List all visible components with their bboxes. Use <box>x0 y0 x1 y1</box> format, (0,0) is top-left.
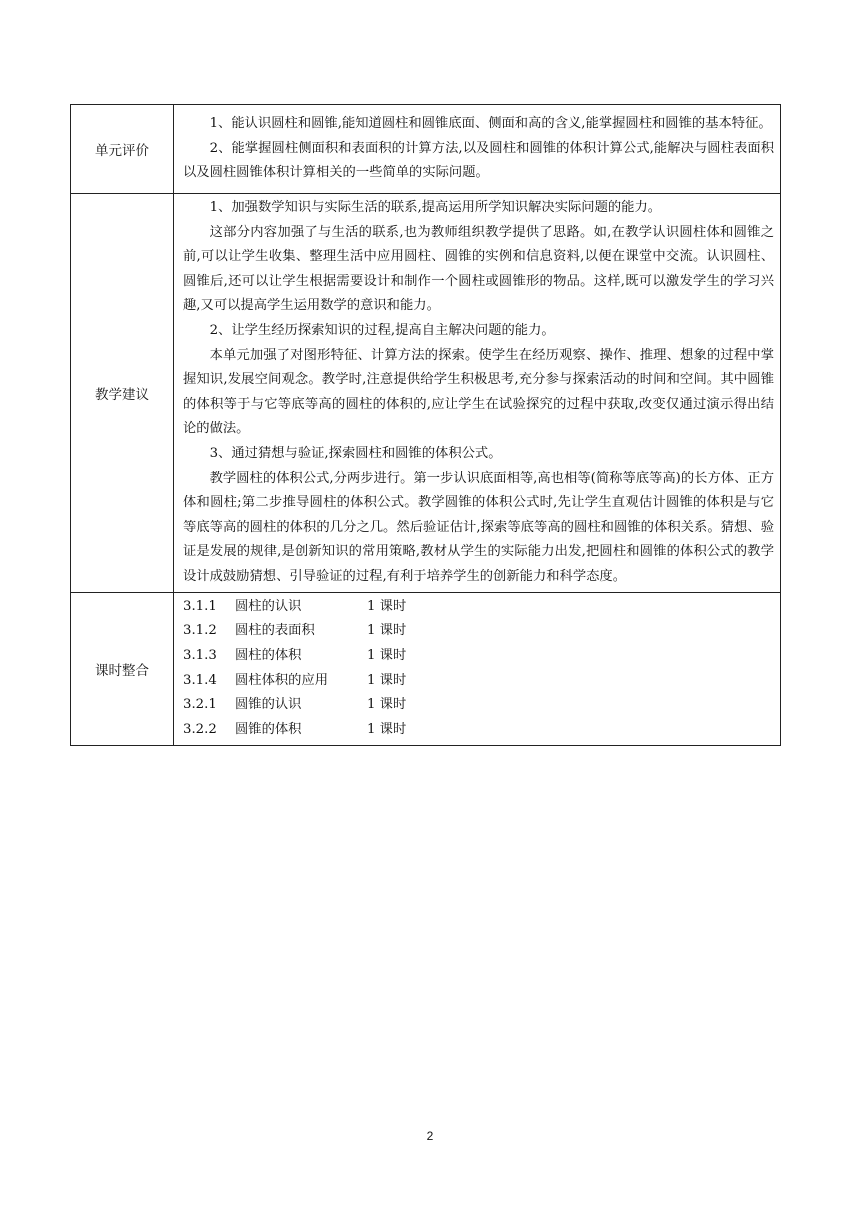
lesson-code: 3.1.4 <box>183 672 217 688</box>
lesson-title: 圆锥的体积 <box>235 721 302 737</box>
page-number: 2 <box>426 1129 434 1143</box>
section-label-teaching-suggestions: 教学建议 <box>71 194 174 593</box>
paragraph: 2、能掌握圆柱侧面积和表面积的计算方法,以及圆柱和圆锥的体积计算公式,能解决与圆柱表面积以及圆柱圆锥体积计算相关的一些简单的实际问题。 <box>183 140 774 181</box>
lesson-hours: 1 课时 <box>367 623 407 639</box>
lesson-hours: 1 课时 <box>367 598 407 614</box>
schedule-row <box>183 718 774 743</box>
lesson-hours: 1 课时 <box>367 672 407 688</box>
section-content-evaluation <box>174 105 781 194</box>
section-content-teaching-suggestions <box>174 194 781 593</box>
schedule-row <box>183 619 774 644</box>
schedule-row <box>183 644 774 669</box>
table-row-lesson-schedule <box>71 592 781 745</box>
paragraph: 2、让学生经历探索知识的过程,提高自主解决问题的能力。 <box>209 322 555 338</box>
lesson-code: 3.2.1 <box>183 697 217 713</box>
lesson-hours: 1 课时 <box>367 647 407 663</box>
lesson-title: 圆柱的表面积 <box>235 623 315 639</box>
paragraph: 本单元加强了对图形特征、计算方法的探索。使学生在经历观察、操作、推理、想象的过程中掌握知识,发展空间观念。教学时,注意提供给学生积极思考,充分参与探索活动的时间和空间。其中圆锥的体积等于与它等底等高的圆柱的体积的,应让学生在试验探究的过程中获取,改变仅通过演示得出结论的做法。 <box>183 347 774 437</box>
lesson-code: 3.1.2 <box>183 623 217 639</box>
lesson-hours: 1 课时 <box>367 697 407 713</box>
paragraph: 1、加强数学知识与实际生活的联系,提高运用所学知识解决实际问题的能力。 <box>209 200 662 215</box>
lesson-title: 圆柱的体积 <box>235 647 302 663</box>
unit-plan-table <box>70 104 781 746</box>
paragraph: 1、能认识圆柱和圆锥,能知道圆柱和圆锥底面、侧面和高的含义,能掌握圆柱和圆锥的基本特征。 <box>209 116 772 132</box>
lesson-code: 3.2.2 <box>183 721 217 737</box>
paragraph: 3、通过猜想与验证,探索圆柱和圆锥的体积公式。 <box>209 445 502 461</box>
table-row-teaching-suggestions <box>71 194 781 593</box>
lesson-hours: 1 课时 <box>367 721 407 737</box>
section-label-evaluation: 单元评价 <box>71 105 174 194</box>
schedule-row <box>183 693 774 718</box>
section-label-lesson-schedule: 课时整合 <box>71 592 174 745</box>
schedule-row <box>183 595 774 620</box>
lesson-title: 圆柱的认识 <box>235 598 302 614</box>
lesson-code: 3.1.3 <box>183 647 217 663</box>
table-row-evaluation <box>71 105 781 194</box>
schedule-row <box>183 669 774 694</box>
paragraph: 这部分内容加强了与生活的联系,也为教师组织教学提供了思路。如,在教学认识圆柱体和圆锥之前,可以让学生收集、整理生活中应用圆柱、圆锥的实例和信息资料,以便在课堂中交流。认识圆柱、圆锥后,还可以让学生根据需要设计和制作一个圆柱或圆锥形的物品。这样,既可以激发学生的学习兴趣,又可以提高学生运用数学的意识和能力。 <box>183 224 774 314</box>
lesson-code: 3.1.1 <box>183 598 217 614</box>
lesson-title: 圆锥的认识 <box>235 697 302 713</box>
lesson-title: 圆柱体积的应用 <box>235 672 329 688</box>
section-content-lesson-schedule <box>174 592 781 745</box>
paragraph: 教学圆柱的体积公式,分两步进行。第一步认识底面相等,高也相等(简称等底等高)的长方体、正方体和圆柱;第二步推导圆柱的体积公式。教学圆锥的体积公式时,先让学生直观估计圆锥的体积是与它等底等高的圆柱的体积的几分之几。然后验证估计,探索等底等高的圆柱和圆锥的体积关系。猜想、验证是发展的规律,是创新知识的常用策略,教材从学生的实际能力出发,把圆柱和圆锥的体积公式的教学设计成鼓励猜想、引导验证的过程,有利于培养学生的创新能力和科学态度。 <box>183 470 774 584</box>
